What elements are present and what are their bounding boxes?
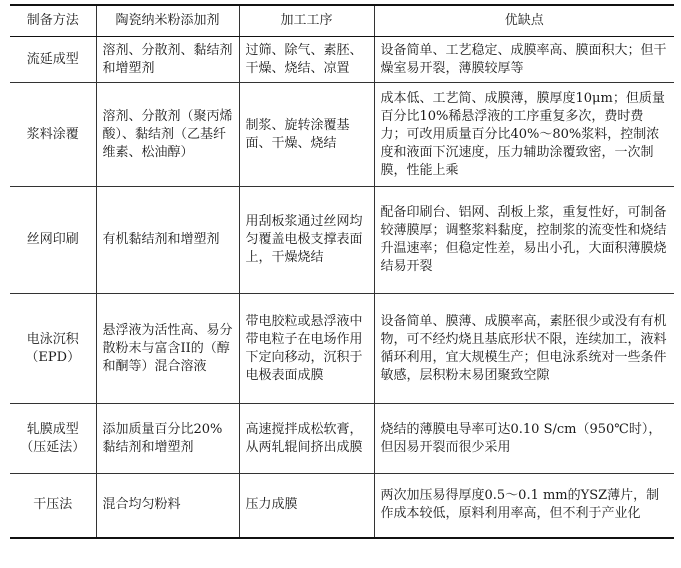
header-row xyxy=(10,5,674,37)
cell-method: 流延成型 xyxy=(10,37,96,83)
header-additive: 陶瓷纳米粉添加剂 xyxy=(96,5,239,37)
table-row xyxy=(10,474,674,538)
cell-additive: 溶剂、分散剂（聚丙烯酸）、黏结剂（乙基纤维素、松油醇） xyxy=(96,83,239,187)
cell-pros-cons: 设备简单、膜薄、成膜率高，素胚很少或没有有机物，可不经灼烧且基底形状不限，连续加工，液料循环利用，宜大规模生产；但电泳系统对一些条件敏感，层积粉末易团聚致空隙 xyxy=(374,294,674,404)
table-row xyxy=(10,37,674,83)
cell-method: 电泳沉积（EPD） xyxy=(10,294,96,404)
cell-pros-cons: 配备印刷台、铝网、刮板上浆，重复性好，可制备较薄膜厚；调整浆料黏度，控制浆的流变性和烧结升温速率；但稳定性差，易出小孔，大面积薄膜烧结易开裂 xyxy=(374,187,674,294)
header-method: 制备方法 xyxy=(10,5,96,37)
cell-additive: 悬浮液为活性高、易分散粉末与富含II的（醇和酮等）混合溶液 xyxy=(96,294,239,404)
cell-additive: 混合均匀粉料 xyxy=(96,474,239,538)
cell-method: 干压法 xyxy=(10,474,96,538)
cell-additive: 添加质量百分比20%黏结剂和增塑剂 xyxy=(96,404,239,474)
cell-process: 带电胶粒或悬浮液中带电粒子在电场作用下定向移动，沉积于电极表面成膜 xyxy=(239,294,374,404)
cell-pros-cons: 两次加压易得厚度0.5～0.1 mm的YSZ薄片，制作成本较低，原料利用率高，但不利于产业化 xyxy=(374,474,674,538)
cell-process: 压力成膜 xyxy=(239,474,374,538)
cell-pros-cons: 烧结的薄膜电导率可达0.10 S/cm（950℃时），但因易开裂而很少采用 xyxy=(374,404,674,474)
cell-pros-cons: 设备简单、工艺稳定、成膜率高、膜面积大；但干燥室易开裂，薄膜较厚等 xyxy=(374,37,674,83)
cell-process: 过筛、除气、素胚、干燥、烧结、凉置 xyxy=(239,37,374,83)
cell-method: 浆料涂覆 xyxy=(10,83,96,187)
cell-method: 丝网印刷 xyxy=(10,187,96,294)
cell-process: 制浆、旋转涂覆基面、干燥、烧结 xyxy=(239,83,374,187)
cell-pros-cons: 成本低、工艺简、成膜薄，膜厚度10μm；但质量百分比10%稀悬浮液的工序重复多次，费时费力；可改用质量百分比40%～80%浆料，控制浓度和液面下沉速度，压力辅助涂覆致密，一次制膜，性能上乘 xyxy=(374,83,674,187)
header-process: 加工工序 xyxy=(239,5,374,37)
table-row xyxy=(10,187,674,294)
cell-additive: 有机黏结剂和增塑剂 xyxy=(96,187,239,294)
table-row xyxy=(10,294,674,404)
cell-method: 轧膜成型（压延法） xyxy=(10,404,96,474)
table-row xyxy=(10,404,674,474)
cell-process: 高速搅拌成松软膏，从两轧辊间挤出成膜 xyxy=(239,404,374,474)
table-row xyxy=(10,83,674,187)
process-comparison-table xyxy=(10,4,674,539)
cell-additive: 溶剂、分散剂、黏结剂和增塑剂 xyxy=(96,37,239,83)
header-pros-cons: 优缺点 xyxy=(374,5,674,37)
cell-process: 用刮板浆通过丝网均匀覆盖电极支撑表面上，干燥烧结 xyxy=(239,187,374,294)
